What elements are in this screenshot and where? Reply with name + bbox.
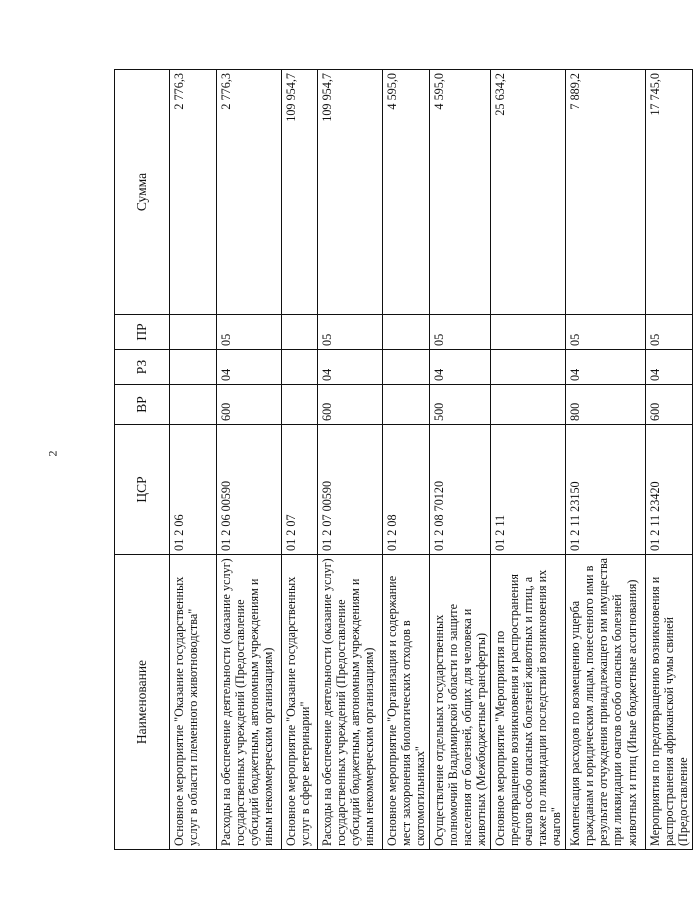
cell-csr: 01 2 11 23420 (646, 425, 693, 555)
cell-rz: 04 (646, 350, 693, 385)
cell-name: Расходы на обеспечение деятельности (оказание услуг) государственных учреждений (Предоставление субсидий бюджетным, автономным учреждениям и иным некоммерческим организациям) (318, 555, 383, 850)
cell-csr: 01 2 11 (491, 425, 566, 555)
rotated-table-container (114, 70, 691, 850)
cell-pr (491, 315, 566, 350)
cell-vr: 600 (318, 385, 383, 425)
cell-rz: 04 (318, 350, 383, 385)
cell-vr: 600 (217, 385, 282, 425)
cell-name: Основное мероприятие "Оказание государственных услуг в сфере ветеринарии" (282, 555, 318, 850)
cell-sum: 2 776,3 (217, 70, 282, 315)
cell-pr: 05 (217, 315, 282, 350)
table-row (282, 70, 318, 850)
cell-rz (383, 350, 430, 385)
table-row (491, 70, 566, 850)
cell-name: Компенсация расходов по возмещению ущерба гражданам и юридическим лицам, понесенного ими в результате отчуждения принадлежащего им имущества при ликвидации очагов особо опасных болезней животных и птиц (Иные бюджетные ассигнования) (566, 555, 646, 850)
cell-csr: 01 2 08 70120 (430, 425, 491, 555)
cell-name: Мероприятия по предотвращению возникновения и распространения африканской чумы свиней (Предоставление (646, 555, 693, 850)
cell-csr: 01 2 06 (170, 425, 217, 555)
cell-csr: 01 2 11 23150 (566, 425, 646, 555)
budget-table (114, 69, 693, 850)
cell-vr: 500 (430, 385, 491, 425)
cell-pr: 05 (430, 315, 491, 350)
cell-name: Основное мероприятие "Оказание государственных услуг в области племенного животноводства" (170, 555, 217, 850)
cell-csr: 01 2 06 00590 (217, 425, 282, 555)
cell-vr (170, 385, 217, 425)
cell-sum: 17 745,0 (646, 70, 693, 315)
cell-vr: 800 (566, 385, 646, 425)
header-rz: РЗ (115, 350, 170, 385)
cell-pr (170, 315, 217, 350)
cell-sum: 25 634,2 (491, 70, 566, 315)
cell-vr (282, 385, 318, 425)
cell-csr: 01 2 07 (282, 425, 318, 555)
cell-rz (170, 350, 217, 385)
cell-pr: 05 (566, 315, 646, 350)
cell-sum: 4 595,0 (430, 70, 491, 315)
table-row (318, 70, 383, 850)
page-number: 2 (45, 450, 60, 457)
table-row (646, 70, 693, 850)
table-row (383, 70, 430, 850)
cell-rz: 04 (566, 350, 646, 385)
header-name: Наименование (115, 555, 170, 850)
cell-pr (383, 315, 430, 350)
header-sum: Сумма (115, 70, 170, 315)
cell-sum: 4 595,0 (383, 70, 430, 315)
table-row (430, 70, 491, 850)
cell-sum: 109 954,7 (282, 70, 318, 315)
cell-sum: 2 776,3 (170, 70, 217, 315)
cell-rz (282, 350, 318, 385)
table-row (170, 70, 217, 850)
header-pr: ПР (115, 315, 170, 350)
cell-pr (282, 315, 318, 350)
cell-name: Расходы на обеспечение деятельности (оказание услуг) государственных учреждений (Предоставление субсидий бюджетным, автономным учреждениям и иным некоммерческим организациям) (217, 555, 282, 850)
cell-csr: 01 2 08 (383, 425, 430, 555)
cell-sum: 109 954,7 (318, 70, 383, 315)
cell-name: Основное мероприятие "Мероприятия по предотвращению возникновения и распространения очагов особо опасных болезней животных и птиц, а также по ликвидации последствий возникновения их очагов" (491, 555, 566, 850)
cell-rz: 04 (430, 350, 491, 385)
table-row (566, 70, 646, 850)
cell-rz: 04 (217, 350, 282, 385)
cell-vr (383, 385, 430, 425)
header-csr: ЦСР (115, 425, 170, 555)
cell-pr: 05 (318, 315, 383, 350)
cell-pr: 05 (646, 315, 693, 350)
cell-vr (491, 385, 566, 425)
table-header-row (115, 70, 170, 850)
cell-vr: 600 (646, 385, 693, 425)
cell-csr: 01 2 07 00590 (318, 425, 383, 555)
cell-name: Осуществление отдельных государственных полномочий Владимирской области по защите населения от болезней, общих для человека и животных (Межбюджетные трансферты) (430, 555, 491, 850)
cell-rz (491, 350, 566, 385)
cell-sum: 7 889,2 (566, 70, 646, 315)
table-row (217, 70, 282, 850)
header-vr: ВР (115, 385, 170, 425)
cell-name: Основное мероприятие "Организация и содержание мест захоронения биологических отходов в скотомогильниках" (383, 555, 430, 850)
